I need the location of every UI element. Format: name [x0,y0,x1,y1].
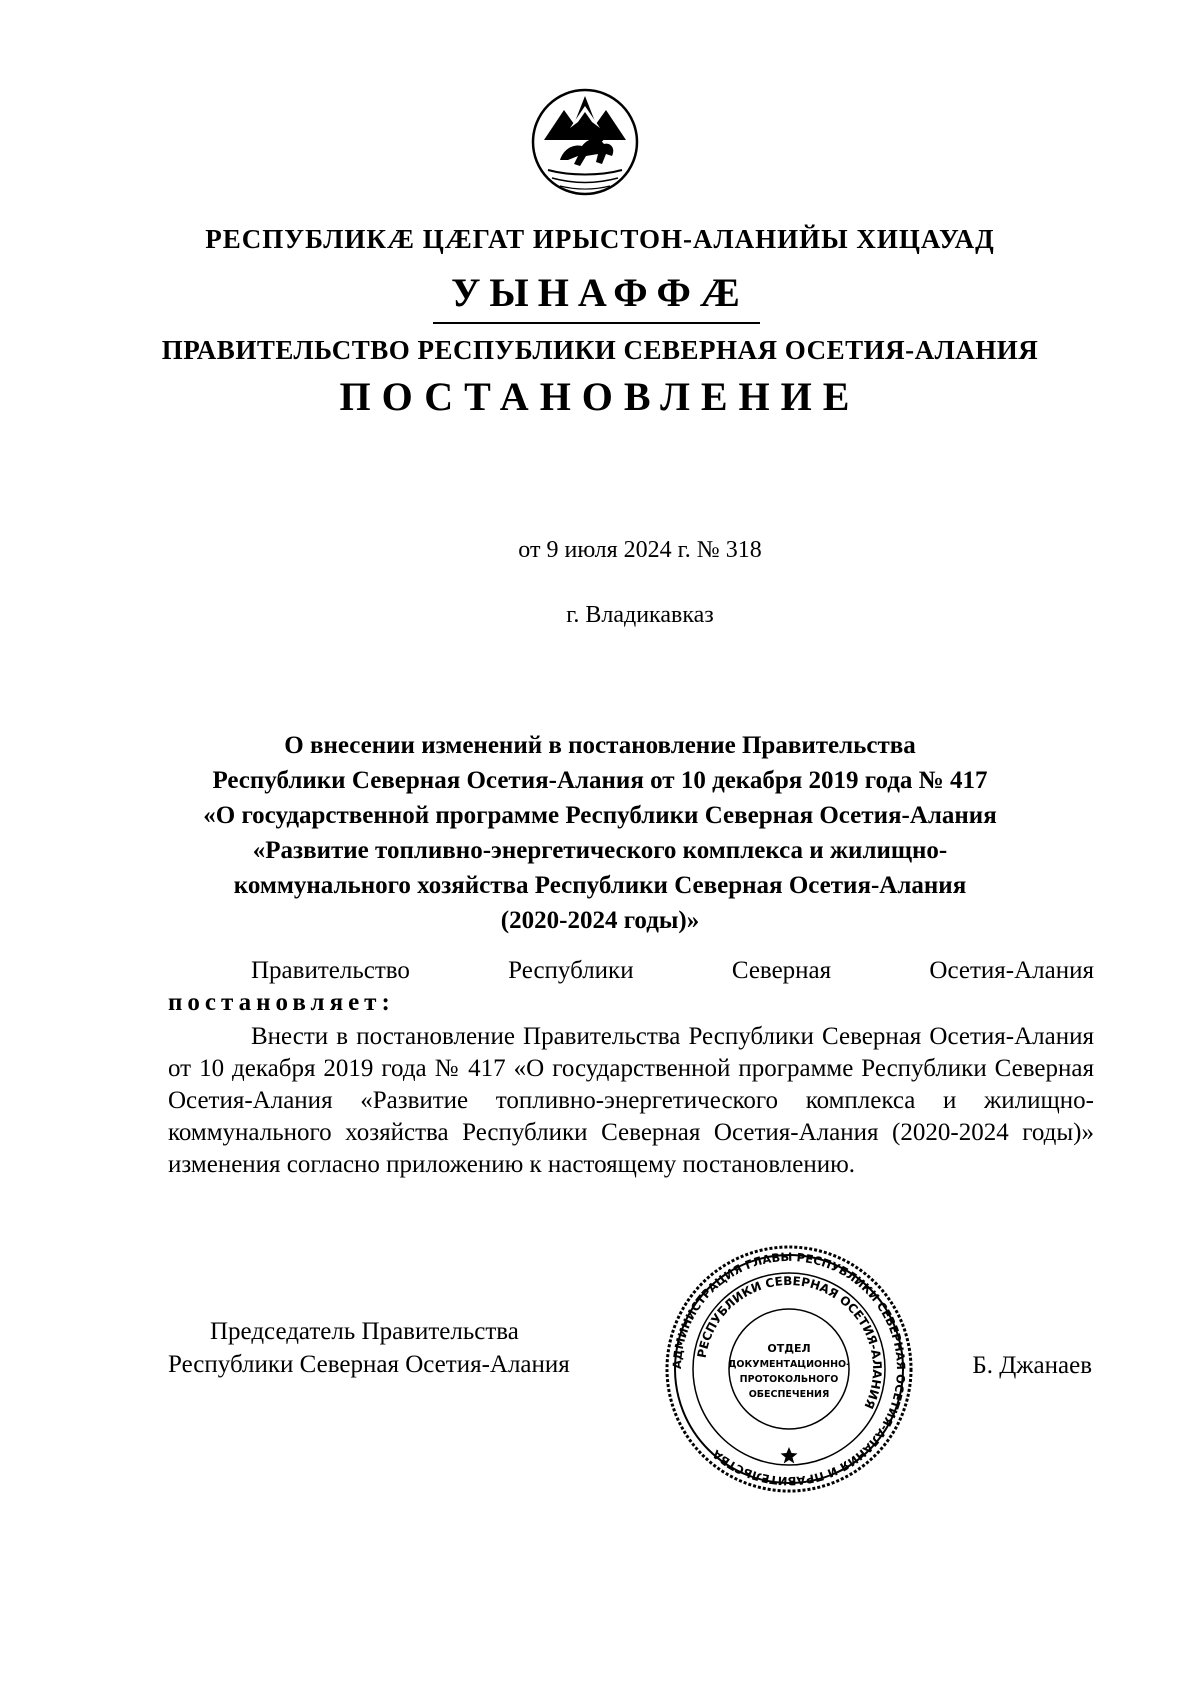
stamp-center-line: ДОКУМЕНТАЦИОННО- [727,1359,851,1370]
title-line: «О государственной программе Республики Северная Осетия-Алания [203,802,997,829]
signatory-position-line: Председатель Правительства [210,1318,519,1345]
document-date-number: от 9 июля 2024 г. № 318 [518,537,762,563]
ossetian-authority-heading: РЕСПУБЛИКÆ ЦÆГАТ ИРЫСТОН-АЛАНИЙЫ ХИЦАУАД [205,224,995,254]
stamp-center-line: ОТДЕЛ [767,1342,811,1355]
preamble-word: Правительство [251,957,410,984]
stamp-inner-text: РЕСПУБЛИКИ СЕВЕРНАЯ ОСЕТИЯ-АЛАНИЯ [694,1273,885,1412]
russian-authority-heading: ПРАВИТЕЛЬСТВО РЕСПУБЛИКИ СЕВЕРНАЯ ОСЕТИЯ-АЛАНИЯ [161,335,1039,365]
document-title [150,728,1050,938]
official-seal-stamp [664,1244,914,1494]
resolution-paragraph: Внести в постановление Правительства Республики Северная Осетия-Алания от 10 декабря 2019 года № 417 «О государственной программе Республики Северная Осетия-Алания «Развитие топливно-энергетического комплекса и жилищно-коммунального хозяйства Республики Северная Осетия-Алания (2020-2024 годы)» изменения согласно приложению к настоящему постановлению. [168,1023,1094,1178]
signatory-position-line: Республики Северная Осетия-Алания [168,1351,570,1378]
stamp-star-icon [781,1447,798,1464]
russian-document-type: ПОСТАНОВЛЕНИЕ [339,374,861,419]
stamp-center-line: ОБЕСПЕЧЕНИЯ [748,1389,830,1400]
signatory-name: Б. Джанаев [972,1352,1092,1379]
coat-of-arms-emblem [530,78,640,200]
signatory-position [168,1315,570,1381]
header-divider [433,322,760,324]
ossetian-document-type: УЫНАФФÆ [451,270,749,315]
title-line: (2020-2024 годы)» [500,907,700,934]
preamble-word: Осетия-Алания [929,957,1094,984]
stamp-outer-text: АДМИНИСТРАЦИЯ ГЛАВЫ РЕСПУБЛИКИ СЕВЕРНАЯ ОСЕТИЯ-АЛАНИЯ И ПРАВИТЕЛЬСТВА [669,1249,909,1489]
title-line: Республики Северная Осетия-Алания от 10 декабря 2019 года № 417 [212,767,988,794]
preamble-word: Северная [731,957,832,984]
stamp-center-line: ПРОТОКОЛЬНОГО [739,1374,839,1385]
title-line: «Развитие топливно-энергетического комплекса и жилищно- [252,837,948,864]
preamble-line [168,955,1094,987]
document-city: г. Владикавказ [566,602,714,628]
title-line: коммунального хозяйства Республики Северная Осетия-Алания [233,872,967,899]
preamble-word: Республики [508,957,634,984]
preamble [168,955,1094,1019]
title-line: О внесении изменений в постановление Правительства [284,732,916,759]
resolves-verb: постановляет: [168,989,395,1016]
